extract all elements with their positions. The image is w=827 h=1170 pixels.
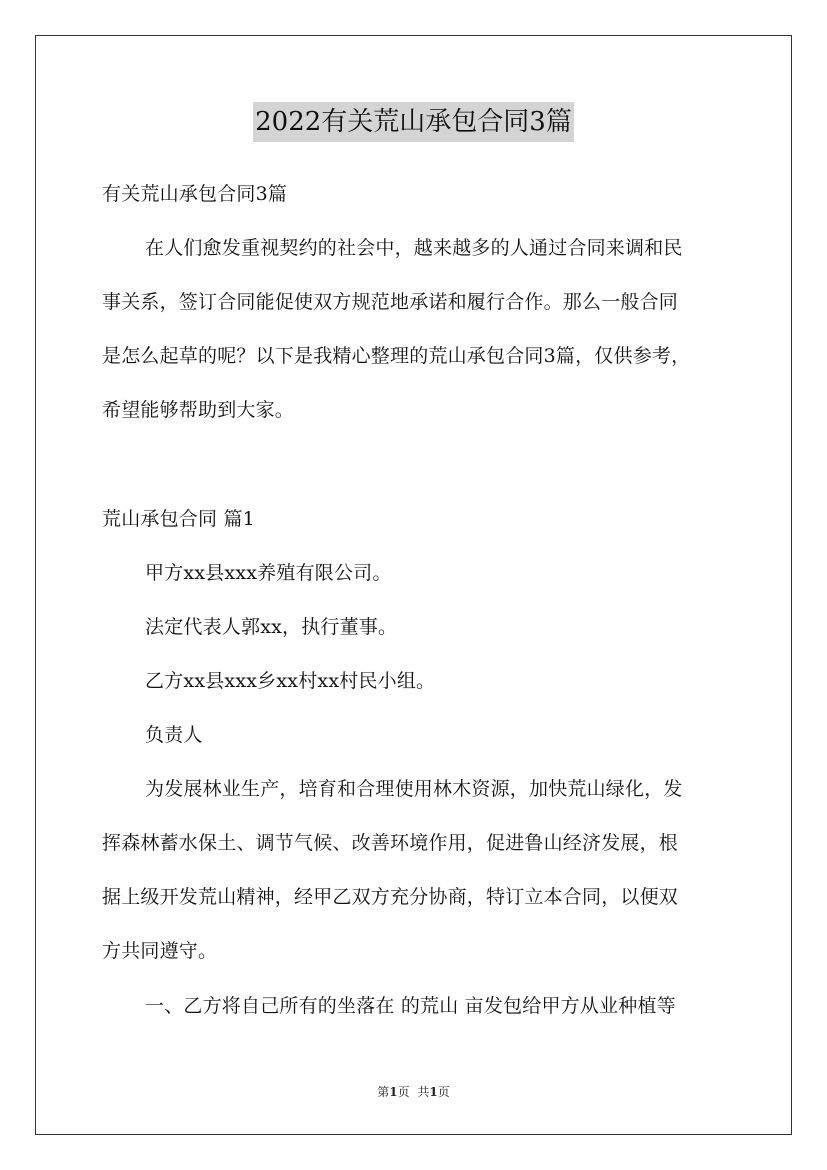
total-suffix: 页	[437, 1085, 450, 1099]
total-pages: 1	[429, 1085, 438, 1099]
purpose-line-1: 为发展林业生产，培育和合理使用林木资源，加快荒山绿化，发	[145, 778, 683, 800]
title-container	[0, 102, 827, 142]
intro-line-2: 事关系，签订合同能促使双方规范地承诺和履行合作。那么一般合同	[102, 291, 679, 313]
purpose-line-4: 方共同遵守。	[102, 940, 218, 962]
party-a-line: 甲方xx县xxx养殖有限公司。	[145, 562, 392, 584]
party-b-line: 乙方xx县xxx乡xx村xx村民小组。	[145, 670, 436, 692]
responsible-person-line: 负责人	[145, 724, 203, 746]
page-footer	[0, 1083, 827, 1101]
intro-line-3: 是怎么起草的呢？以下是我精心整理的荒山承包合同3篇，仅供参考，	[102, 345, 691, 367]
clause-one-line: 一、乙方将自己所有的坐落在 的荒山 亩发包给甲方从业种植等	[145, 995, 676, 1017]
section-heading: 荒山承包合同 篇1	[102, 508, 255, 530]
intro-line-4: 希望能够帮助到大家。	[102, 399, 295, 421]
purpose-line-3: 据上级开发荒山精神，经甲乙双方充分协商，特订立本合同，以便双	[102, 886, 679, 908]
total-prefix: 共	[417, 1085, 430, 1099]
purpose-line-2: 挥森林蓄水保土、调节气候、改善环境作用，促进鲁山经济发展，根	[102, 832, 679, 854]
page-number: 1	[389, 1085, 398, 1099]
page-prefix: 第	[377, 1085, 390, 1099]
document-title: 2022有关荒山承包合同3篇	[253, 102, 574, 142]
intro-line-1: 在人们愈发重视契约的社会中，越来越多的人通过合同来调和民	[145, 237, 683, 259]
legal-rep-line: 法定代表人郭xx，执行董事。	[145, 616, 398, 638]
subtitle-line: 有关荒山承包合同3篇	[102, 183, 288, 205]
page-suffix: 页	[397, 1085, 410, 1099]
